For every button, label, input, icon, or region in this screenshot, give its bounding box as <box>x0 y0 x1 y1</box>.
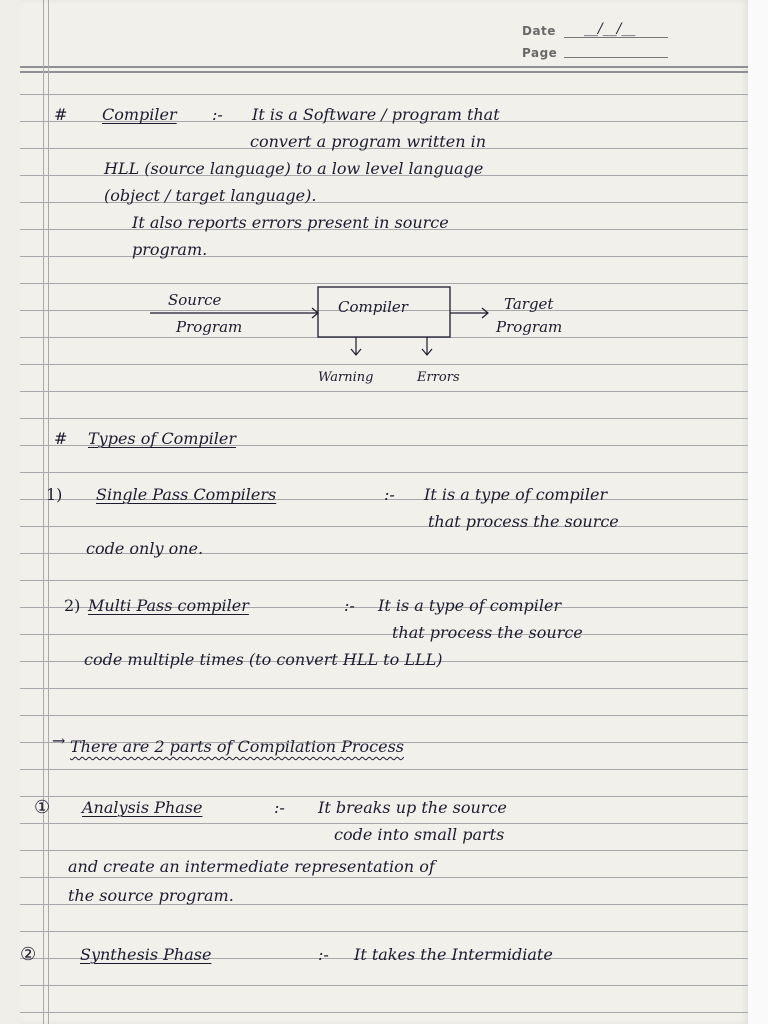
diagram-source-program-label: Program <box>176 318 243 336</box>
diagram-compiler-label: Compiler <box>338 298 408 316</box>
diagram-target-program-label: Program <box>496 318 563 336</box>
compiler-def-line: It is a Software / program that <box>252 105 500 124</box>
single-pass-line: code only one. <box>86 539 204 558</box>
definition-separator: :- <box>318 945 329 964</box>
analysis-line: It breaks up the source <box>318 798 507 817</box>
compiler-def-line: HLL (source language) to a low level language <box>104 159 484 178</box>
circled-number-1: ① <box>34 797 51 818</box>
circled-number-2: ② <box>20 944 37 965</box>
multi-pass-heading: Multi Pass compiler <box>88 596 249 615</box>
synthesis-heading: Synthesis Phase <box>80 945 212 964</box>
analysis-heading: Analysis Phase <box>82 798 203 817</box>
definition-separator: :- <box>212 105 223 124</box>
definition-separator: :- <box>344 596 355 615</box>
diagram-warning-label: Warning <box>318 370 374 385</box>
date-value: __/__/__ <box>584 21 636 37</box>
compiler-heading: Compiler <box>102 105 177 124</box>
diagram-target-label: Target <box>504 295 554 313</box>
compiler-def-line: (object / target language). <box>104 186 317 205</box>
date-label: Date <box>522 24 556 38</box>
types-heading: Types of Compiler <box>88 429 236 448</box>
parts-heading: There are 2 parts of Compilation Process <box>70 737 404 756</box>
arrow-marker-icon: → <box>52 731 66 750</box>
section-marker: # <box>54 105 68 124</box>
page-label: Page <box>522 46 558 60</box>
synthesis-line: It takes the Intermidiate <box>354 945 553 964</box>
diagram-source-label: Source <box>168 291 222 309</box>
single-pass-line: It is a type of compiler <box>424 485 608 504</box>
analysis-line: and create an intermediate representation of <box>68 857 435 876</box>
multi-pass-line: It is a type of compiler <box>378 596 562 615</box>
item-number: 1) <box>46 485 63 504</box>
compiler-def-line: program. <box>132 240 208 259</box>
definition-separator: :- <box>384 485 395 504</box>
multi-pass-line: that process the source <box>392 623 583 642</box>
diagram-errors-label: Errors <box>417 370 460 385</box>
item-number: 2) <box>64 596 81 615</box>
analysis-line: code into small parts <box>334 825 505 844</box>
definition-separator: :- <box>274 798 285 817</box>
section-marker: # <box>54 429 68 448</box>
multi-pass-line: code multiple times (to convert HLL to LLL) <box>84 650 443 669</box>
single-pass-line: that process the source <box>428 512 619 531</box>
analysis-line: the source program. <box>68 886 234 905</box>
compiler-def-line: convert a program written in <box>250 132 487 151</box>
compiler-def-line: It also reports errors present in source <box>132 213 449 232</box>
single-pass-heading: Single Pass Compilers <box>96 485 277 504</box>
